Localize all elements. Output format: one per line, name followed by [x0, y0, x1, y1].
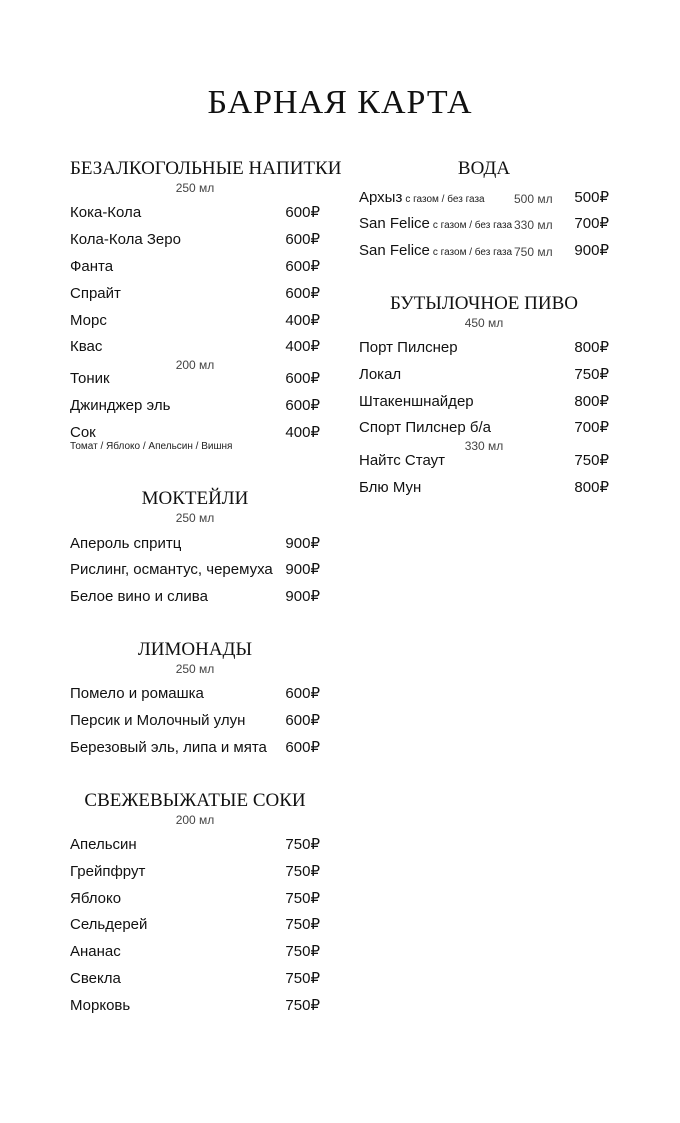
item-price: 600₽: [285, 285, 320, 302]
menu-item: [70, 396, 320, 416]
item-title: San Felice: [359, 242, 430, 259]
item-name: Кока-Кола: [70, 204, 142, 221]
menu-item: [70, 423, 320, 443]
section-title-mocktails: МОКТЕЙЛИ: [141, 488, 249, 509]
section-title-fresh-juices: СВЕЖЕВЫЖАТЫЕ СОКИ: [84, 790, 306, 811]
item-price: 400₽: [285, 312, 320, 329]
item-price: 800₽: [574, 339, 609, 356]
item-name: Ананас: [70, 943, 121, 960]
item-price: 750₽: [285, 970, 320, 987]
item-price: 750₽: [574, 366, 609, 383]
item-name: [359, 214, 512, 236]
item-price: 600₽: [285, 685, 320, 702]
section-volume-bottled-beer: 450 мл: [464, 316, 504, 330]
menu-item: [70, 230, 320, 250]
menu-item: [70, 337, 320, 357]
section-volume-soft-drinks: 250 мл: [175, 181, 215, 195]
item-price: 400₽: [285, 424, 320, 441]
item-price: 750₽: [574, 452, 609, 469]
item-price: 600₽: [285, 231, 320, 248]
menu-item: [70, 942, 320, 962]
menu-item: [70, 915, 320, 935]
menu-item: [359, 365, 609, 385]
item-price: 750₽: [285, 997, 320, 1014]
item-name: Грейпфрут: [70, 863, 146, 880]
item-price: 750₽: [285, 890, 320, 907]
section-title-bottled-beer: БУТЫЛОЧНОЕ ПИВО: [390, 293, 578, 314]
item-name: Рислинг, османтус, черемуха: [70, 561, 273, 578]
item-name: Квас: [70, 338, 103, 355]
section-volume-mocktails: 250 мл: [175, 511, 215, 525]
item-name: Сельдерей: [70, 916, 148, 933]
section-title-soft-drinks: БЕЗАЛКОГОЛЬНЫЕ НАПИТКИ: [70, 158, 342, 179]
section-title-water: ВОДА: [457, 158, 511, 179]
item-price: 800₽: [574, 393, 609, 410]
item-name: Апельсин: [70, 836, 137, 853]
menu-item: [70, 862, 320, 882]
menu-item: [70, 284, 320, 304]
volume-divider: 330 мл: [464, 439, 504, 453]
item-price: 900₽: [285, 561, 320, 578]
item-name: Найтс Стаут: [359, 452, 446, 469]
item-price: 500₽: [574, 189, 609, 206]
item-title: Архыз: [359, 189, 403, 206]
item-price: 600₽: [285, 712, 320, 729]
menu-item: [70, 369, 320, 389]
item-title: San Felice: [359, 215, 430, 232]
menu-item: [70, 684, 320, 704]
menu-item: [359, 478, 609, 498]
item-name: Белое вино и слива: [70, 588, 208, 605]
menu-item: [70, 835, 320, 855]
item-name: Сок: [70, 424, 96, 441]
section-volume-fresh-juices: 200 мл: [175, 813, 215, 827]
item-price: 900₽: [285, 535, 320, 552]
menu-item: [70, 257, 320, 277]
item-name: Свекла: [70, 970, 121, 987]
item-name: Тоник: [70, 370, 110, 387]
menu-item: [359, 392, 609, 412]
item-price: 750₽: [285, 863, 320, 880]
item-name: Порт Пилснер: [359, 339, 458, 356]
menu-item: [359, 214, 609, 234]
item-price: 700₽: [574, 215, 609, 232]
menu-item: [70, 311, 320, 331]
item-price: 750₽: [285, 836, 320, 853]
item-price: 900₽: [574, 242, 609, 259]
menu-item: [359, 338, 609, 358]
item-name: Морковь: [70, 997, 131, 1014]
item-price: 400₽: [285, 338, 320, 355]
menu-item: [70, 969, 320, 989]
juice-options-note: Томат / Яблоко / Апельсин / Вишня: [70, 441, 233, 452]
item-name: Кола-Кола Зеро: [70, 231, 181, 248]
item-price: 750₽: [285, 916, 320, 933]
item-name: Апероль спритц: [70, 535, 182, 552]
item-price: 600₽: [285, 204, 320, 221]
item-name: Морс: [70, 312, 107, 329]
item-name: Блю Мун: [359, 479, 422, 496]
item-name: Яблоко: [70, 890, 122, 907]
item-price: 750₽: [285, 943, 320, 960]
item-name: Джинджер эль: [70, 397, 171, 414]
item-price: 700₽: [574, 419, 609, 436]
item-name: Помело и ромашка: [70, 685, 204, 702]
item-note: с газом / без газа: [405, 194, 485, 205]
item-volume: 750 мл: [514, 245, 553, 259]
item-price: 600₽: [285, 739, 320, 756]
menu-item: [70, 587, 320, 607]
menu-item: [359, 188, 609, 208]
volume-divider: 200 мл: [175, 358, 215, 372]
item-name: Персик и Молочный улун: [70, 712, 246, 729]
menu-item: [70, 534, 320, 554]
menu-item: [359, 241, 609, 261]
item-price: 800₽: [574, 479, 609, 496]
item-price: 900₽: [285, 588, 320, 605]
menu-item: [70, 738, 320, 758]
item-name: [359, 188, 485, 210]
item-name: Спрайт: [70, 285, 121, 302]
item-price: 600₽: [285, 258, 320, 275]
menu-item: [70, 203, 320, 223]
item-volume: 500 мл: [514, 192, 553, 206]
menu-item: [359, 418, 609, 438]
menu-item: [70, 711, 320, 731]
menu-item: [70, 996, 320, 1016]
item-name: [359, 241, 512, 263]
menu-item: [70, 889, 320, 909]
item-volume: 330 мл: [514, 218, 553, 232]
section-title-lemonades: ЛИМОНАДЫ: [137, 639, 253, 660]
item-name: Штакеншнайдер: [359, 393, 474, 410]
section-volume-lemonades: 250 мл: [175, 662, 215, 676]
item-name: Березовый эль, липа и мята: [70, 739, 267, 756]
item-price: 600₽: [285, 397, 320, 414]
menu-item: [359, 451, 609, 471]
item-name: Локал: [359, 366, 402, 383]
item-note: с газом / без газа: [432, 247, 513, 258]
item-name: Фанта: [70, 258, 114, 275]
item-price: 600₽: [285, 370, 320, 387]
page-title: БАРНАЯ КАРТА: [207, 84, 473, 121]
menu-item: [70, 560, 320, 580]
item-note: с газом / без газа: [432, 220, 513, 231]
item-name: Спорт Пилснер б/а: [359, 419, 491, 436]
